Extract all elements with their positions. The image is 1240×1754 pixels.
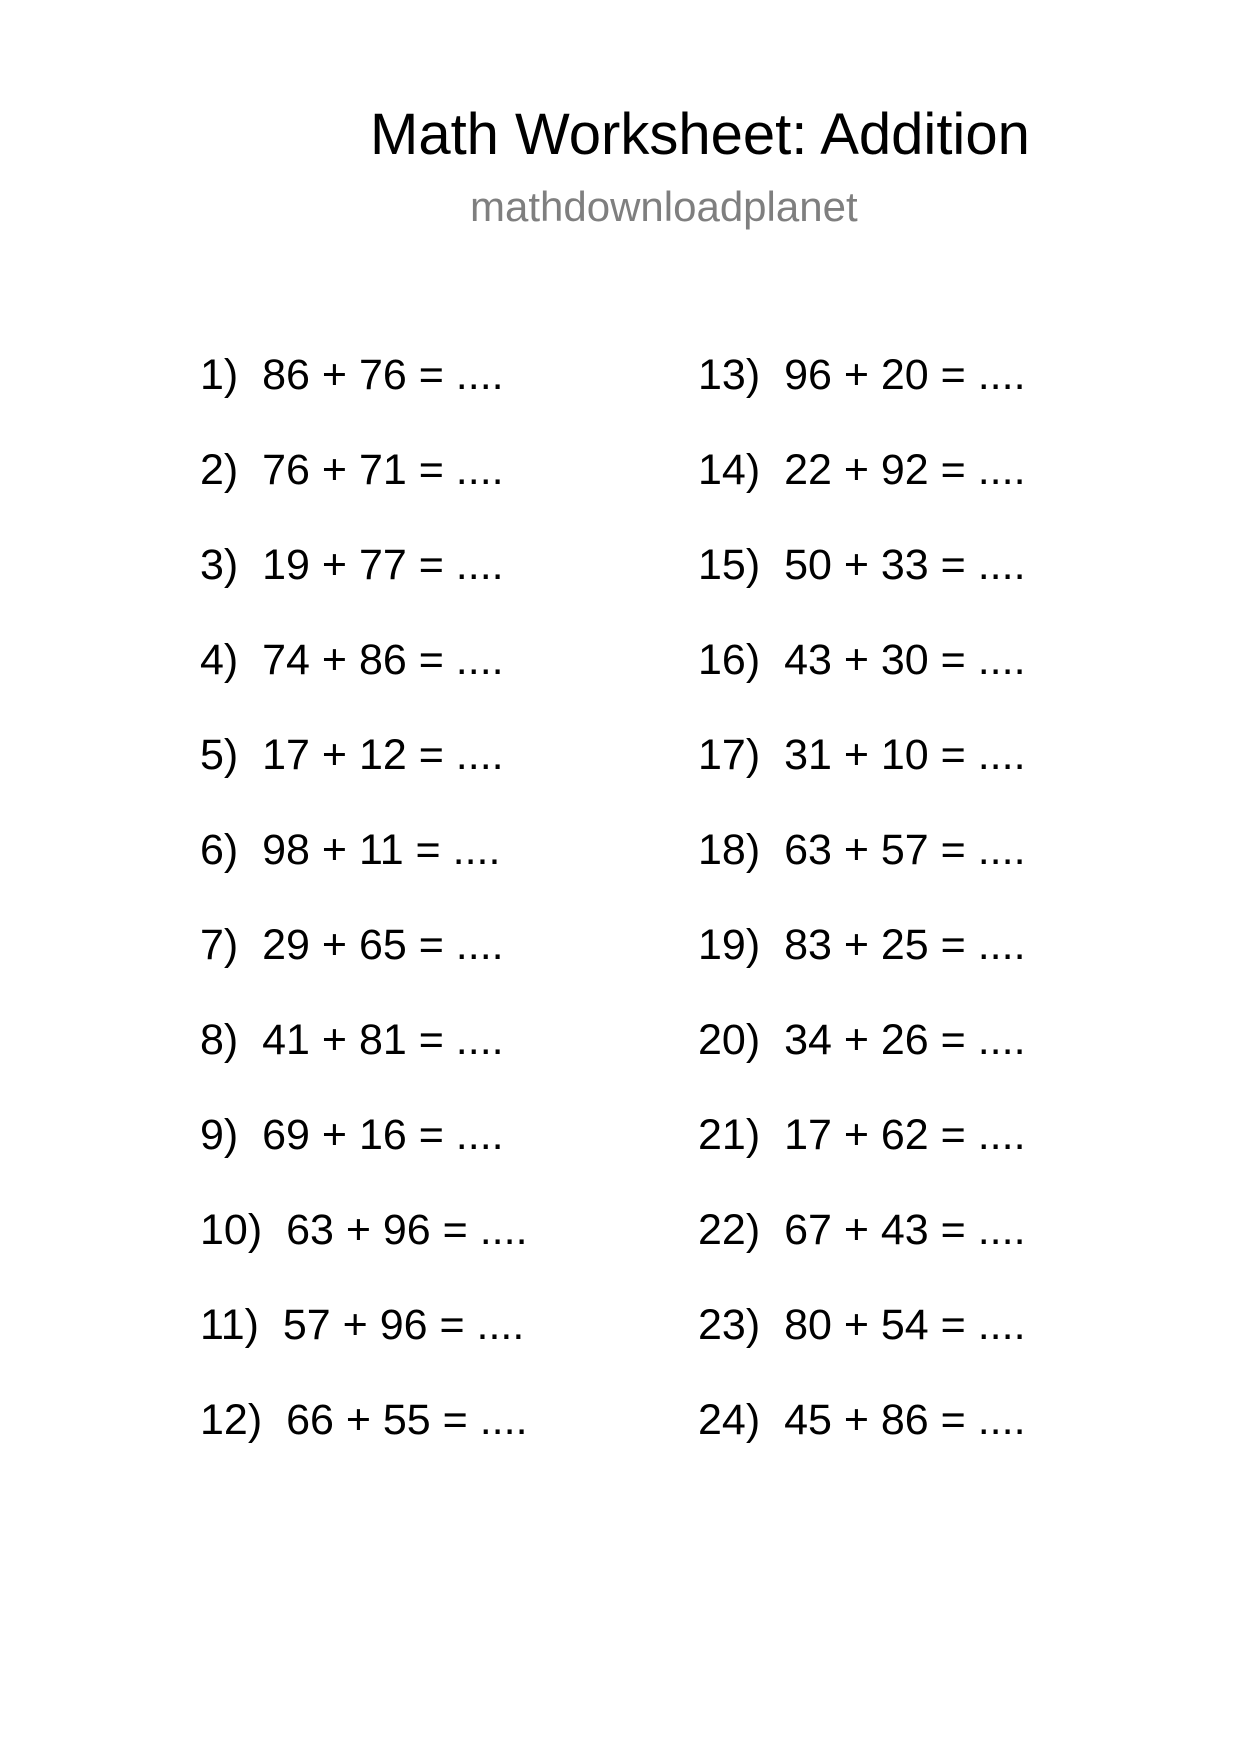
problem-number: 15) — [698, 541, 761, 589]
problem-expression: 98 + 11 = .... — [262, 826, 501, 874]
problem-item — [698, 1299, 1026, 1394]
problem-number: 7) — [200, 921, 239, 969]
problem-item — [698, 919, 1026, 1014]
problem-expression: 86 + 76 = .... — [262, 351, 504, 399]
problem-number: 17) — [698, 731, 761, 779]
problem-item — [200, 1204, 528, 1299]
problem-item — [200, 1299, 528, 1394]
problem-item — [200, 919, 528, 1014]
problem-expression: 63 + 57 = .... — [784, 826, 1026, 874]
problem-item — [698, 1394, 1026, 1489]
problem-expression: 17 + 12 = .... — [262, 731, 504, 779]
problem-expression: 45 + 86 = .... — [784, 1396, 1026, 1444]
problem-number: 9) — [200, 1111, 239, 1159]
problem-expression: 17 + 62 = .... — [784, 1111, 1026, 1159]
problem-expression: 69 + 16 = .... — [262, 1111, 504, 1159]
problem-item — [698, 444, 1026, 539]
problem-expression: 66 + 55 = .... — [286, 1396, 528, 1444]
problem-item — [200, 349, 528, 444]
problem-item — [200, 1394, 528, 1489]
worksheet-source: mathdownloadplanet — [470, 183, 858, 230]
problem-item — [698, 824, 1026, 919]
problem-item — [200, 1014, 528, 1109]
problem-expression: 43 + 30 = .... — [784, 636, 1026, 684]
problem-number: 2) — [200, 446, 239, 494]
problem-number: 10) — [200, 1206, 263, 1254]
problem-number: 20) — [698, 1016, 761, 1064]
problem-column-right — [698, 349, 1026, 1489]
problem-number: 23) — [698, 1301, 761, 1349]
problem-column-left — [200, 349, 528, 1489]
problem-number: 3) — [200, 541, 239, 589]
problem-item — [200, 539, 528, 634]
problem-expression: 29 + 65 = .... — [262, 921, 504, 969]
problem-number: 6) — [200, 826, 239, 874]
problem-item — [698, 634, 1026, 729]
problem-number: 8) — [200, 1016, 239, 1064]
problem-expression: 22 + 92 = .... — [784, 446, 1026, 494]
problem-number: 14) — [698, 446, 761, 494]
problem-item — [200, 729, 528, 824]
problem-item — [200, 634, 528, 729]
problem-number: 21) — [698, 1111, 761, 1159]
problem-expression: 34 + 26 = .... — [784, 1016, 1026, 1064]
worksheet-title: Math Worksheet: Addition — [370, 102, 1030, 167]
problem-number: 19) — [698, 921, 761, 969]
problem-item — [200, 824, 528, 919]
problem-expression: 57 + 96 = .... — [282, 1301, 525, 1349]
problem-number: 16) — [698, 636, 761, 684]
problem-expression: 96 + 20 = .... — [784, 351, 1026, 399]
problem-number: 22) — [698, 1206, 761, 1254]
problem-number: 1) — [200, 351, 239, 399]
problem-expression: 83 + 25 = .... — [784, 921, 1026, 969]
problem-expression: 76 + 71 = .... — [262, 446, 504, 494]
problem-item — [698, 729, 1026, 824]
problem-item — [698, 1204, 1026, 1299]
problem-item — [698, 349, 1026, 444]
problem-number: 4) — [200, 636, 239, 684]
problem-expression: 31 + 10 = .... — [784, 731, 1026, 779]
problem-item — [698, 1014, 1026, 1109]
problem-expression: 80 + 54 = .... — [784, 1301, 1026, 1349]
problem-expression: 63 + 96 = .... — [286, 1206, 528, 1254]
problem-expression: 67 + 43 = .... — [784, 1206, 1026, 1254]
problem-expression: 74 + 86 = .... — [262, 636, 504, 684]
problem-number: 12) — [200, 1396, 263, 1444]
problem-item — [200, 444, 528, 539]
problem-number: 13) — [698, 351, 761, 399]
problem-item — [698, 1109, 1026, 1204]
problem-number: 5) — [200, 731, 239, 779]
problem-number: 24) — [698, 1396, 761, 1444]
problem-item — [698, 539, 1026, 634]
problem-expression: 50 + 33 = .... — [784, 541, 1026, 589]
problem-expression: 41 + 81 = .... — [262, 1016, 504, 1064]
problem-item — [200, 1109, 528, 1204]
problem-number: 18) — [698, 826, 761, 874]
problem-number: 11) — [200, 1301, 259, 1349]
problem-expression: 19 + 77 = .... — [262, 541, 504, 589]
